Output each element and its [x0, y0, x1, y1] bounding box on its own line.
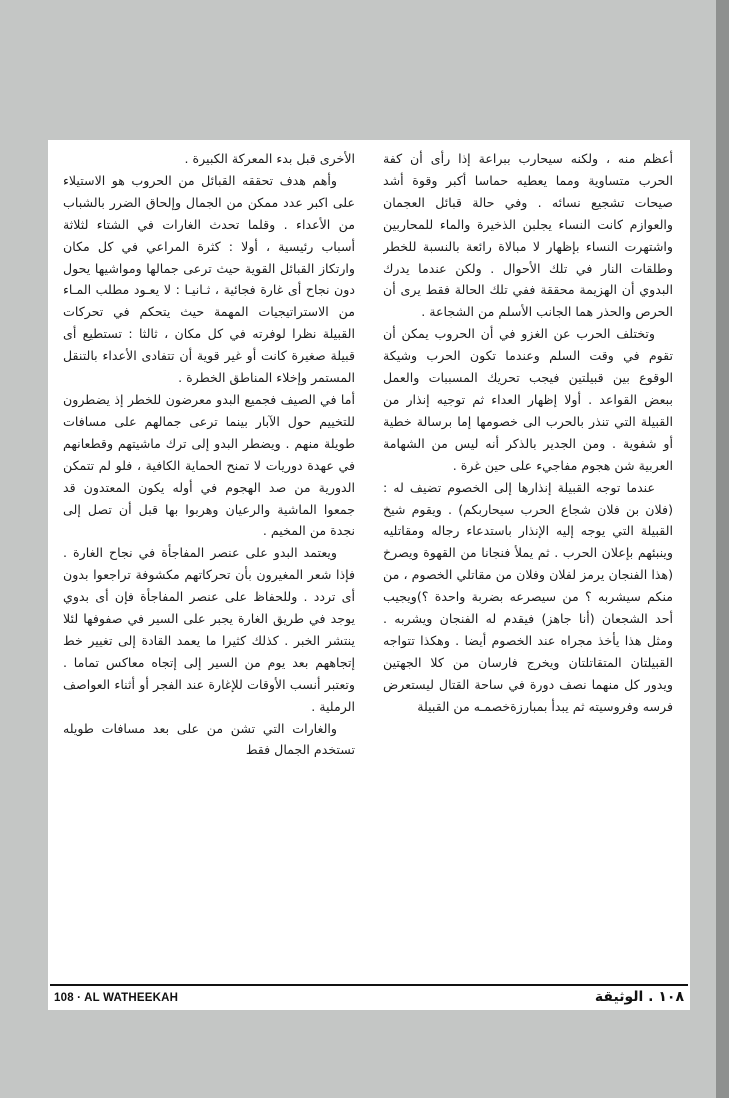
paragraph: عندما توجه القبيلة إنذارها إلى الخصوم تضيف له : (فلان بن فلان شجاع الحرب سيحاربكم) . ويقوم شيخ القبيلة التي يوجه إليه الإنذار باستدعاء رجاله ومقاتليه وينبئهم بإعلان الحرب . ثم يملأ فنجانا من القهوة ويصرخ (هذا الفنجان يرمز لفلان وفلان من مقاتلي الخصوم ، من منكم سيشربه ؟ من سيصرعه بضربة واحدة ؟)ويجيب أحد الشجعان (أنا جاهز) فيقدم له الفنجان ويشربه . ومثل هذا يأخذ مجراه عند الخصوم أيضا . وهكذا تتواجه القبيلتان المتقاتلتان ويخرج فارسان من كلا الجهتين ويدور كل منهما نصف دورة في ساحة القتال ليستعرض فرسه وفروسيته ثم يبدأ بمبارزةخصمـه من القبيلة	[383, 479, 673, 714]
page-number-english: 108 · AL WATHEEKAH	[54, 992, 179, 1004]
page-number-arabic: ١٠٨ . الوثيقة	[594, 989, 684, 1005]
footer-rule	[50, 984, 688, 986]
article-column-left	[63, 148, 355, 970]
paragraph: الأخرى قبل بدء المعركة الكبيرة .	[184, 151, 355, 166]
scan-edge	[716, 0, 729, 1098]
paragraph: والغارات التي تشن من على بعد مسافات طويله تستخدم الجمال فقط	[63, 720, 355, 758]
paragraph: أعظم منه ، ولكنه سيحارب ببراعة إذا رأى أن كفة الحرب متساوية ومما يعطيه حماسا أكبر وقوة أشد صيحات تشجيع نسائه . وفي حالة قبائل العجمان والعوازم كانت النساء يجلبن الذخيرة والماء للمحاربين واشتهرت النساء بإظهار لا مبالاة رائعة بالنسبة للخطر وطلقات النار في تلك الأحوال . ولكن عندما يدرك البدوي أن الهزيمة محققة ففي تلك الحالة فقط يرى أن الحرص والحذر هما الجانب الأسلم من الشجاعة .	[383, 151, 673, 320]
paragraph: أما في الصيف فجميع البدو معرضون للخطر إذ يضطرون للتخييم حول الآبار بينما ترعى جمالهم على مسافات طويلة منهم . ويضطر البدو إلى ترك ماشيتهم وقطعانهم في عهدة دوريات لا تمنح الحماية الكافية ، فلو لم تتمكن الدورية من صد الهجوم في أوله يكون المعتدون قد جمعوا الماشية والرعيان وهربوا بها قبل أن تصل إلى نجدة من المخيم .	[63, 391, 355, 539]
paragraph: ويعتمد البدو على عنصر المفاجأة في نجاح الغارة . فإذا شعر المغيرون بأن تحركاتهم مكشوفة تراجعوا بدون أى تردد . وللحفاظ على عنصر المفاجأة فإن أى بدوي يوجد في طريق الغارة يجبر على السير في صفوفها لئلا ينتشر الخبر . كذلك كثيرا ما يعمد القادة إلى تغيير خط إتجاههم بعد يوم من السير إلى إتجاه معاكس تماما . وتعتبر أنسب الأوقات للإغارة عند الفجر أو أثناء العواصف الرملية .	[63, 545, 355, 714]
paragraph: وأهم هدف تحققه القبائل من الحروب هو الاستيلاء على اكبر عدد ممكن من الجمال وإلحاق الضرر بالشباب من الأعداء . وقلما تحدث الغارات في الشتاء لثلاثة أسباب رئيسية ، أولا : كثرة المراعي في كل مكان وارتكاز القبائل القوية حيث ترعى جمالها ومواشيها يحول دون نجاح أى غارة فجائية ، ثـانيـا : لا يعـود مطلب المـاء من الاستراتيجيات المهمة حيث يتحكم في تحركات القبيلة نظرا لوفرته في كل مكان ، ثالثا : تستطيع أى قبيلة صغيرة كانت أو غير قوية أن تتفادى الأعداء بالتنقل المستمر وإخلاء المناطق الخطرة .	[63, 172, 355, 386]
article-column-right	[383, 148, 673, 970]
magazine-page	[48, 140, 690, 1010]
paragraph: وتختلف الحرب عن الغزو في أن الحروب يمكن أن تقوم في وقت السلم وعندما تكون الحرب وشيكة الوقوع بين قبيلتين فيجب تحريك المسببات والعمل ببعض القواعد . أولا إظهار العداء ثم توجيه إنذار من القبيلة التي تنذر بالحرب الى خصومها إما برسالة خطية أو شفوية . ومن الجدير بالذكر أنه ليس من الشهامة العربية شن هجوم مفاجيء على حين غرة .	[383, 326, 673, 473]
